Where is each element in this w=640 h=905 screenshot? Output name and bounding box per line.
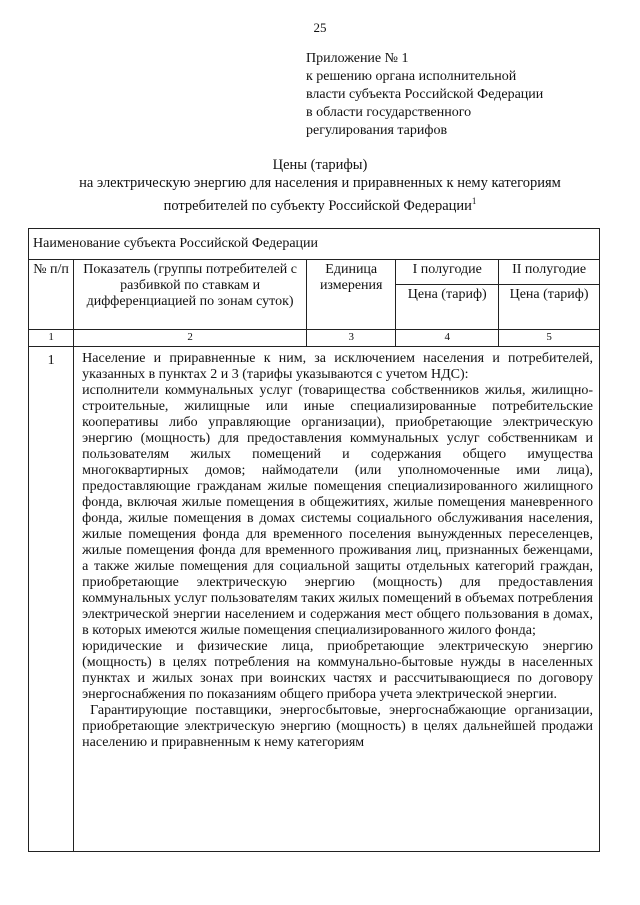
appendix-line: регулирования тарифов bbox=[306, 123, 448, 138]
tariff-table bbox=[28, 228, 600, 852]
title-line-3-text: потребителей по субъекту Российской Федерации bbox=[163, 197, 472, 214]
appendix-line: Приложение № 1 bbox=[306, 51, 409, 66]
header-num: № п/п bbox=[29, 260, 74, 330]
header-price-1: Цена (тариф) bbox=[396, 285, 499, 330]
header-indicator: Показатель (группы потребителей с разбивкой по ставкам и дифференциацией по зонам суток) bbox=[74, 260, 307, 330]
appendix-line: в области государственного bbox=[306, 105, 472, 120]
header-price-2: Цена (тариф) bbox=[499, 285, 600, 330]
column-index: 1 bbox=[29, 330, 74, 347]
row-paragraph: исполнители коммунальных услуг (товарищества собственников жилья, жилищно-строительные, жилищные или иные специализированные потребительские кооперативы либо управляющие организации), приобретающие электрическую энергию (мощность) для предоставления коммунальных услуг собственникам и пользователям жилых помещений и содержания общего имущества многоквартирных домов; наймодатели (или уполномоченные ими лица), предоставляющие гражданам жилые помещения специализированного жилищного фонда, включая жилые помещения в общежитиях, жилые помещения маневренного фонда, жилые помещения в домах системы социального обслуживания населения, жилые помещения фонда для временного поселения вынужденных переселенцев, жилые помещения фонда для временного проживания лиц, признанных беженцами, а также жилые помещения для социальной защиты отдельных категорий граждан, приобретающие электрическую энергию (мощность) для предоставления коммунальных услуг пользователям таких жилых помещений в объемах потребления электрической энергии населением и содержания мест общего пользования в домах, в которых имеются жилые помещения специализированного жилого фонда; bbox=[82, 383, 593, 638]
table-row bbox=[29, 347, 600, 852]
row-paragraph: юридические и физические лица, приобретающие электрическую энергию (мощность) в целях потребления на коммунально-бытовые нужды в населенных пунктах и жилых зонах при воинских частях и рассчитывающиеся по договору энергоснабжения по показаниям общего прибора учета электрической энергии. bbox=[82, 639, 593, 702]
subject-label: Наименование субъекта Российской Федерации bbox=[29, 229, 600, 260]
page-number: 25 bbox=[313, 20, 327, 35]
appendix-line: власти субъекта Российской Федерации bbox=[306, 87, 544, 102]
header-unit: Единица измерения bbox=[307, 260, 396, 330]
header-row bbox=[29, 260, 600, 285]
appendix-note bbox=[306, 50, 543, 140]
appendix-line: к решению органа исполнительной bbox=[306, 69, 517, 84]
title-line-3 bbox=[0, 192, 640, 215]
column-index: 4 bbox=[396, 330, 499, 347]
column-index: 3 bbox=[307, 330, 396, 347]
row-paragraph: Гарантирующие поставщики, энергосбытовые, энергоснабжающие организации, приобретающие электрическую энергию (мощность) в целях дальнейшей продажи населению и приравненным к нему категориям bbox=[82, 703, 593, 750]
column-index: 2 bbox=[74, 330, 307, 347]
row-paragraph: Население и приравненные к ним, за исключением населения и потребителей, указанных в пунктах 2 и 3 (тарифы указываются с учетом НДС): bbox=[82, 351, 593, 382]
column-index-row bbox=[29, 330, 600, 347]
row-number: 1 bbox=[29, 347, 74, 852]
footnote-mark: 1 bbox=[471, 196, 477, 206]
document-title bbox=[0, 156, 640, 215]
title-line-1: Цены (тарифы) bbox=[272, 157, 368, 173]
column-index: 5 bbox=[499, 330, 600, 347]
title-line-2: на электрическую энергию для населения и приравненных к нему категориям bbox=[79, 175, 561, 191]
header-half-2: II полугодие bbox=[499, 260, 600, 285]
row-description bbox=[74, 347, 600, 852]
subject-row bbox=[29, 229, 600, 260]
header-half-1: I полугодие bbox=[396, 260, 499, 285]
